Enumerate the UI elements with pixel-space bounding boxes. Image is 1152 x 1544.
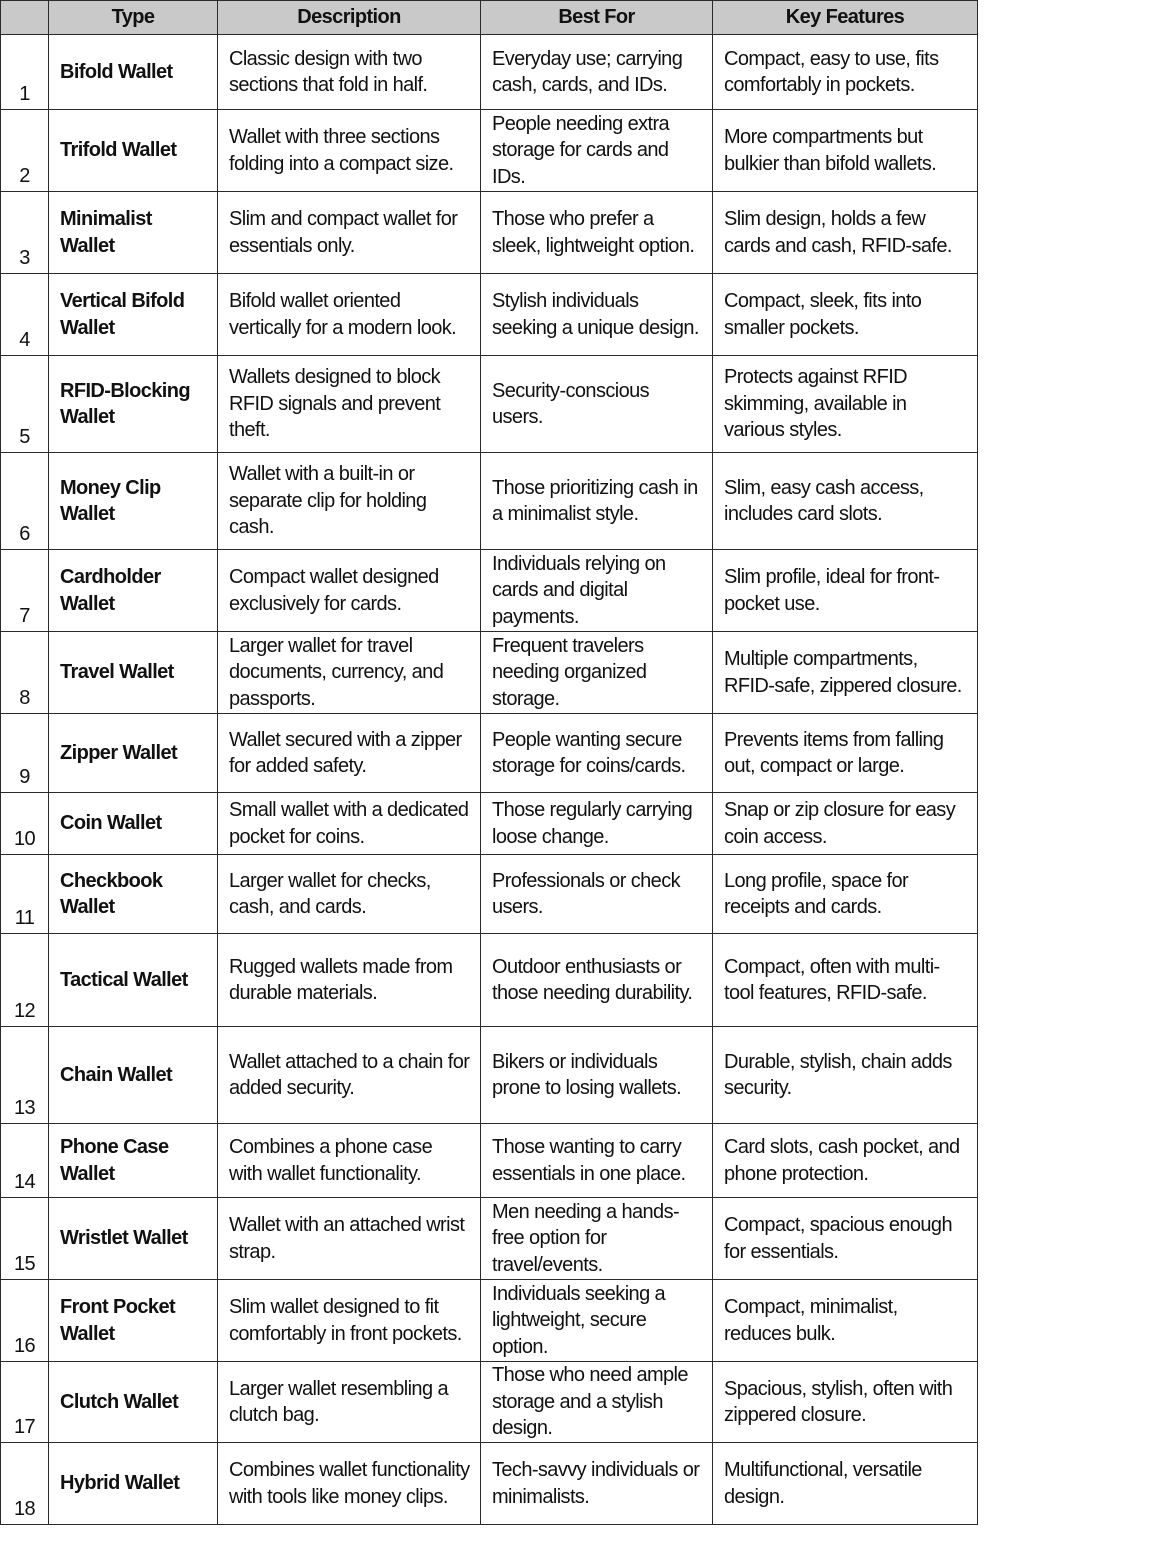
table-row [1,1198,978,1280]
header-row [1,1,978,35]
wallet-description: Slim wallet designed to fit comfortably in front pockets. [218,1280,481,1362]
header-key-features: Key Features [713,1,978,35]
wallet-best-for: Outdoor enthusiasts or those needing durability. [481,934,713,1027]
wallet-best-for: People needing extra storage for cards and IDs. [481,110,713,192]
table-row [1,714,978,793]
table-body [1,35,978,1525]
wallet-type: Clutch Wallet [49,1362,218,1443]
wallet-key-features: Slim, easy cash access, includes card slots. [713,453,978,550]
row-number: 15 [1,1198,49,1280]
wallet-type: Hybrid Wallet [49,1443,218,1525]
wallet-description: Wallet with a built-in or separate clip for holding cash. [218,453,481,550]
wallet-type: Vertical Bifold Wallet [49,274,218,356]
wallet-description: Compact wallet designed exclusively for cards. [218,550,481,632]
wallet-best-for: Those regularly carrying loose change. [481,793,713,855]
wallet-type: Zipper Wallet [49,714,218,793]
table-row [1,1443,978,1525]
wallet-type: Tactical Wallet [49,934,218,1027]
header-index [1,1,49,35]
wallet-description: Wallet secured with a zipper for added safety. [218,714,481,793]
wallet-key-features: Compact, spacious enough for essentials. [713,1198,978,1280]
wallet-key-features: More compartments but bulkier than bifold wallets. [713,110,978,192]
wallet-type: Cardholder Wallet [49,550,218,632]
wallet-key-features: Protects against RFID skimming, available in various styles. [713,356,978,453]
table-row [1,793,978,855]
header-best-for: Best For [481,1,713,35]
row-number: 11 [1,855,49,934]
row-number: 14 [1,1124,49,1198]
wallet-description: Combines a phone case with wallet functionality. [218,1124,481,1198]
wallet-best-for: Those who prefer a sleek, lightweight option. [481,192,713,274]
wallet-key-features: Compact, often with multi-tool features, RFID-safe. [713,934,978,1027]
table-row [1,356,978,453]
header-description: Description [218,1,481,35]
row-number: 10 [1,793,49,855]
row-number: 13 [1,1027,49,1124]
wallet-best-for: Professionals or check users. [481,855,713,934]
wallet-type: Chain Wallet [49,1027,218,1124]
wallet-best-for: Everyday use; carrying cash, cards, and IDs. [481,35,713,110]
header-type: Type [49,1,218,35]
wallet-best-for: People wanting secure storage for coins/cards. [481,714,713,793]
wallet-description: Wallets designed to block RFID signals and prevent theft. [218,356,481,453]
table-row [1,110,978,192]
table-row [1,632,978,714]
wallet-description: Rugged wallets made from durable materials. [218,934,481,1027]
wallet-key-features: Long profile, space for receipts and cards. [713,855,978,934]
row-number: 2 [1,110,49,192]
wallet-description: Larger wallet for checks, cash, and cards. [218,855,481,934]
wallet-description: Slim and compact wallet for essentials only. [218,192,481,274]
table-header [1,1,978,35]
wallet-type: Wristlet Wallet [49,1198,218,1280]
table-row [1,35,978,110]
wallet-best-for: Individuals relying on cards and digital payments. [481,550,713,632]
wallet-key-features: Compact, minimalist, reduces bulk. [713,1280,978,1362]
row-number: 9 [1,714,49,793]
wallet-type: Checkbook Wallet [49,855,218,934]
wallet-type: Travel Wallet [49,632,218,714]
table-row [1,1280,978,1362]
wallet-key-features: Durable, stylish, chain adds security. [713,1027,978,1124]
table-row [1,453,978,550]
wallet-description: Wallet attached to a chain for added security. [218,1027,481,1124]
wallet-best-for: Frequent travelers needing organized storage. [481,632,713,714]
wallet-description: Wallet with three sections folding into a compact size. [218,110,481,192]
wallet-best-for: Those wanting to carry essentials in one place. [481,1124,713,1198]
table-row [1,550,978,632]
wallet-key-features: Compact, easy to use, fits comfortably in pockets. [713,35,978,110]
row-number: 1 [1,35,49,110]
wallet-type: RFID-Blocking Wallet [49,356,218,453]
wallet-best-for: Individuals seeking a lightweight, secure option. [481,1280,713,1362]
wallet-description: Combines wallet functionality with tools like money clips. [218,1443,481,1525]
row-number: 5 [1,356,49,453]
wallet-description: Small wallet with a dedicated pocket for coins. [218,793,481,855]
wallet-type: Bifold Wallet [49,35,218,110]
wallet-key-features: Card slots, cash pocket, and phone protection. [713,1124,978,1198]
wallet-key-features: Snap or zip closure for easy coin access. [713,793,978,855]
row-number: 7 [1,550,49,632]
wallet-type: Minimalist Wallet [49,192,218,274]
table-row [1,1124,978,1198]
row-number: 6 [1,453,49,550]
wallet-key-features: Multifunctional, versatile design. [713,1443,978,1525]
wallet-best-for: Stylish individuals seeking a unique design. [481,274,713,356]
wallet-key-features: Prevents items from falling out, compact or large. [713,714,978,793]
wallet-best-for: Security-conscious users. [481,356,713,453]
wallet-best-for: Bikers or individuals prone to losing wallets. [481,1027,713,1124]
row-number: 4 [1,274,49,356]
wallet-best-for: Men needing a hands-free option for travel/events. [481,1198,713,1280]
table-row [1,274,978,356]
table-row [1,1027,978,1124]
wallet-key-features: Multiple compartments, RFID-safe, zippered closure. [713,632,978,714]
table-row [1,1362,978,1443]
wallet-key-features: Slim design, holds a few cards and cash, RFID-safe. [713,192,978,274]
wallet-description: Wallet with an attached wrist strap. [218,1198,481,1280]
row-number: 16 [1,1280,49,1362]
wallet-type: Money Clip Wallet [49,453,218,550]
wallet-key-features: Compact, sleek, fits into smaller pockets. [713,274,978,356]
row-number: 18 [1,1443,49,1525]
wallet-best-for: Those prioritizing cash in a minimalist style. [481,453,713,550]
row-number: 8 [1,632,49,714]
wallet-description: Larger wallet resembling a clutch bag. [218,1362,481,1443]
wallet-type: Phone Case Wallet [49,1124,218,1198]
wallet-description: Bifold wallet oriented vertically for a modern look. [218,274,481,356]
wallet-type: Front Pocket Wallet [49,1280,218,1362]
wallet-key-features: Slim profile, ideal for front-pocket use. [713,550,978,632]
wallet-type: Coin Wallet [49,793,218,855]
wallet-best-for: Tech-savvy individuals or minimalists. [481,1443,713,1525]
row-number: 12 [1,934,49,1027]
table-row [1,934,978,1027]
wallet-description: Classic design with two sections that fold in half. [218,35,481,110]
row-number: 17 [1,1362,49,1443]
wallet-type: Trifold Wallet [49,110,218,192]
row-number: 3 [1,192,49,274]
wallet-key-features: Spacious, stylish, often with zippered closure. [713,1362,978,1443]
wallet-best-for: Those who need ample storage and a stylish design. [481,1362,713,1443]
wallet-description: Larger wallet for travel documents, currency, and passports. [218,632,481,714]
table-row [1,192,978,274]
table-row [1,855,978,934]
